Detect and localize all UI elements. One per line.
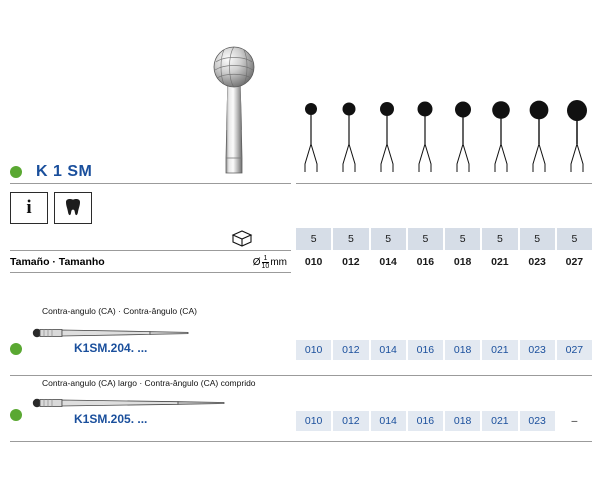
table-cell: 023 bbox=[520, 340, 555, 360]
shank-caption: Contra-angulo (CA) · Contra-ângulo (CA) bbox=[42, 306, 197, 316]
divider-title bbox=[10, 183, 291, 184]
shank-caption: Contra-angulo (CA) largo · Contra-ângulo (CA) comprido bbox=[42, 378, 256, 388]
diameter-unit: mm bbox=[270, 256, 287, 268]
table-cell: 018 bbox=[445, 252, 480, 272]
table-cell: 5 bbox=[296, 228, 331, 250]
size-row bbox=[10, 252, 592, 272]
table-cell: 5 bbox=[482, 228, 517, 250]
divider-section-204 bbox=[10, 375, 592, 376]
quantity-row-label bbox=[10, 228, 291, 250]
green-dot-icon bbox=[10, 166, 22, 178]
table-cell: 014 bbox=[371, 411, 406, 431]
table-cell: 016 bbox=[408, 252, 443, 272]
tooth-icon bbox=[54, 192, 92, 224]
illustration-area bbox=[0, 0, 600, 178]
table-cell: 5 bbox=[520, 228, 555, 250]
table-cell: 021 bbox=[482, 411, 517, 431]
table-cell: 5 bbox=[333, 228, 368, 250]
table-cell: 021 bbox=[482, 252, 517, 272]
table-cell: 5 bbox=[557, 228, 592, 250]
divider-section-205 bbox=[10, 441, 592, 442]
table-cell: 010 bbox=[296, 411, 331, 431]
table-cell: 027 bbox=[557, 252, 592, 272]
bur-010-icon bbox=[296, 100, 326, 172]
info-icon: i bbox=[10, 192, 48, 224]
shank-drawing-ca-long bbox=[28, 392, 288, 421]
product-code: K1SM.204. ... bbox=[74, 341, 148, 355]
table-cell: 023 bbox=[520, 411, 555, 431]
code-values-row-204 bbox=[296, 340, 592, 360]
bur-014-icon bbox=[372, 100, 402, 172]
table-cell: – bbox=[557, 411, 592, 431]
table-cell: 016 bbox=[408, 411, 443, 431]
bur-016-icon bbox=[410, 100, 440, 172]
size-label-text: Tamaño · Tamanho bbox=[10, 256, 105, 268]
large-bur-illustration bbox=[208, 40, 260, 175]
bur-027-icon bbox=[562, 100, 592, 172]
divider-hero bbox=[296, 183, 592, 184]
product-code: K1SM.205. ... bbox=[74, 412, 148, 426]
green-dot-icon bbox=[10, 343, 22, 355]
diameter-label bbox=[253, 255, 287, 270]
table-cell: 010 bbox=[296, 340, 331, 360]
code-values-row-205 bbox=[296, 411, 592, 431]
table-cell: 010 bbox=[296, 252, 331, 272]
bur-021-icon bbox=[486, 100, 516, 172]
pictogram-group bbox=[10, 192, 98, 224]
green-dot-icon bbox=[10, 409, 22, 421]
bur-023-icon bbox=[524, 100, 554, 172]
page-title: K 1 SM bbox=[36, 163, 93, 180]
shank-drawing-ca bbox=[28, 322, 268, 351]
divider-quantity bbox=[10, 250, 291, 251]
bur-018-icon bbox=[448, 100, 478, 172]
table-cell: 012 bbox=[333, 340, 368, 360]
table-cell: 021 bbox=[482, 340, 517, 360]
table-cell: 018 bbox=[445, 411, 480, 431]
table-cell: 012 bbox=[333, 411, 368, 431]
bur-size-row bbox=[296, 100, 592, 172]
bur-012-icon bbox=[334, 100, 364, 172]
table-cell: 5 bbox=[445, 228, 480, 250]
table-cell: 5 bbox=[408, 228, 443, 250]
size-row-label bbox=[10, 252, 291, 272]
table-cell: 5 bbox=[371, 228, 406, 250]
divider-size bbox=[10, 272, 291, 273]
table-cell: 014 bbox=[371, 340, 406, 360]
table-cell: 023 bbox=[520, 252, 555, 272]
table-cell: 018 bbox=[445, 340, 480, 360]
diameter-symbol: Ø bbox=[252, 256, 261, 268]
table-cell: 012 bbox=[333, 252, 368, 272]
diameter-fraction: $\frac{1}{10}$ bbox=[261, 254, 270, 270]
product-title-row bbox=[10, 158, 290, 186]
quantity-row bbox=[10, 228, 592, 250]
table-cell: 027 bbox=[557, 340, 592, 360]
table-cell: 016 bbox=[408, 340, 443, 360]
table-cell: 014 bbox=[371, 252, 406, 272]
